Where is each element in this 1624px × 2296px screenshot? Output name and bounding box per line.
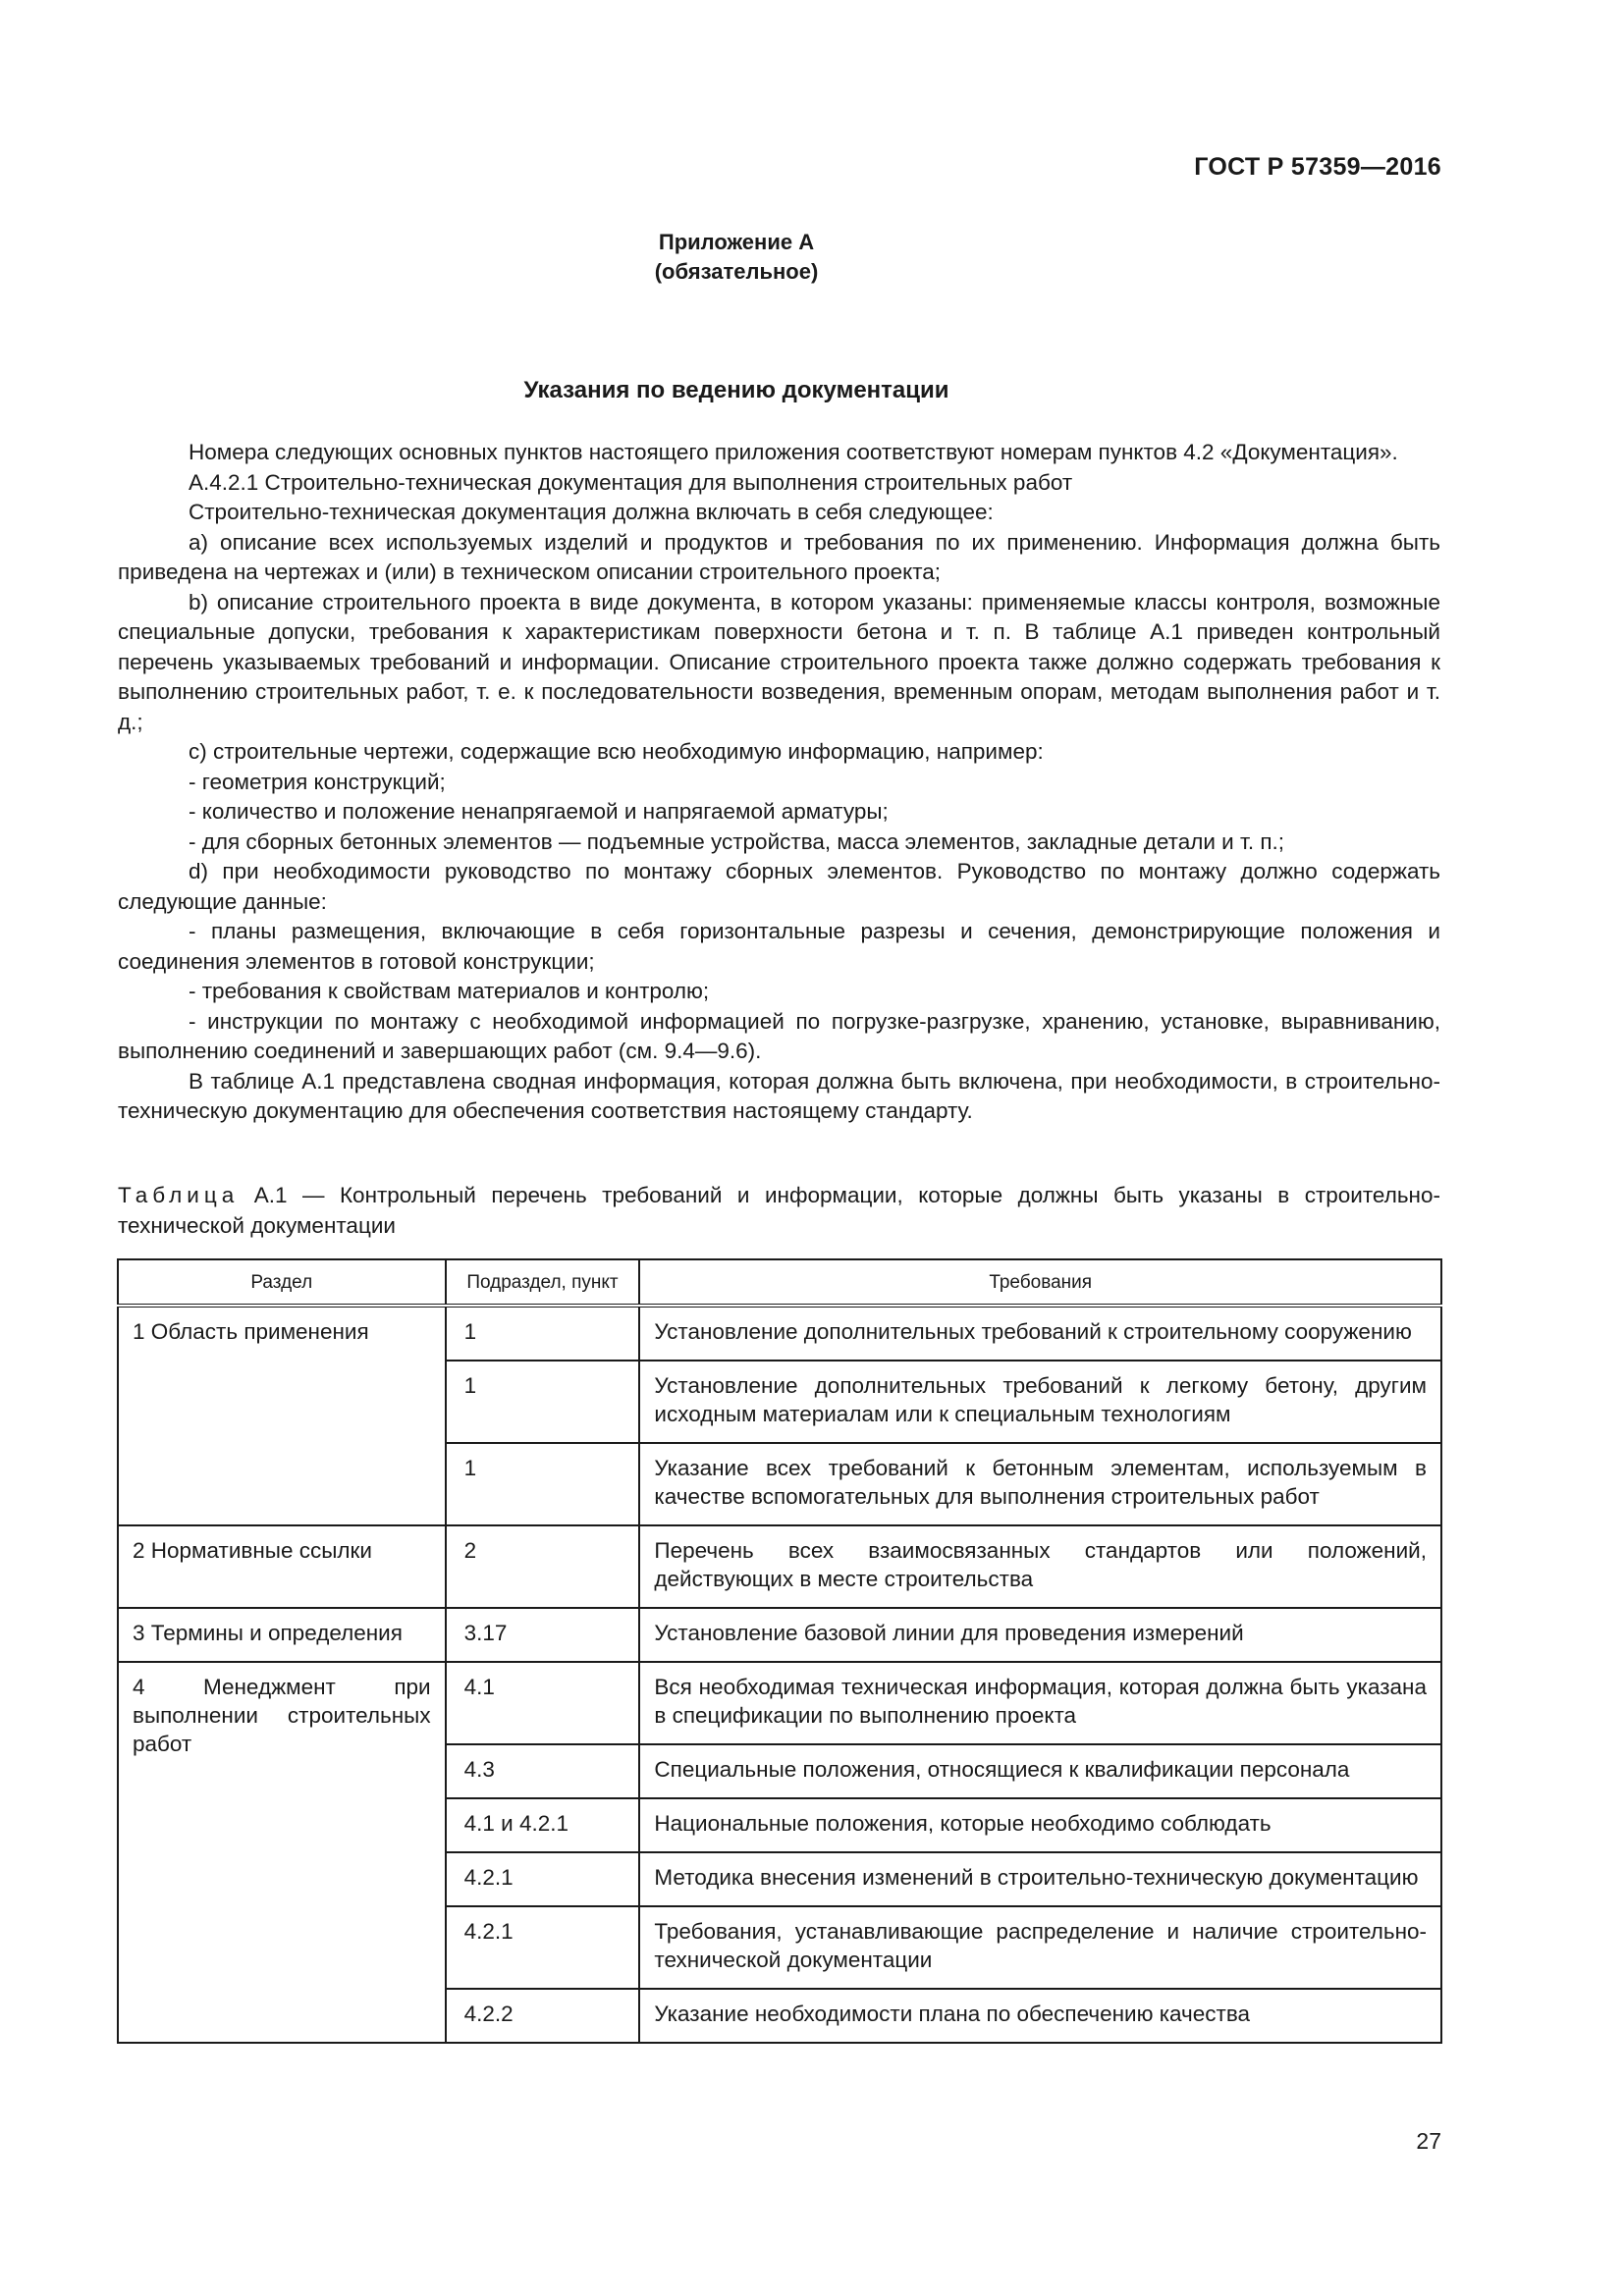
body-text	[118, 438, 1440, 1127]
table-caption-label: Таблица	[118, 1183, 240, 1207]
cell-requirement: Национальные положения, которые необходимо соблюдать	[639, 1798, 1441, 1852]
table-caption-text: А.1 — Контрольный перечень требований и информации, которые должны быть указаны в строительно-технической документации	[118, 1183, 1440, 1238]
paragraph: Номера следующих основных пунктов настоящего приложения соответствуют номерам пунктов 4.2 «Документация».	[189, 440, 1398, 464]
cell-section: 1 Область применения	[118, 1306, 446, 1525]
paragraph: a) описание всех используемых изделий и продуктов и требования по их применению. Информация должна быть приведена на чертежах и (или) в техническом описании строительного проекта;	[118, 529, 1440, 584]
cell-requirement: Указание всех требований к бетонным элементам, используемым в качестве вспомогательных для выполнения строительных работ	[639, 1443, 1441, 1525]
cell-subsection: 4.1 и 4.2.1	[446, 1798, 640, 1852]
paragraph: В таблице А.1 представлена сводная информация, которая должна быть включена, при необходимости, в строительно-техническую документацию для обеспечения соответствия настоящему стандарту.	[118, 1068, 1440, 1123]
list-item: - инструкции по монтажу с необходимой информацией по погрузке-разгрузке, хранению, установке, выравниванию, выполнению соединений и завершающих работ (см. 9.4—9.6).	[118, 1008, 1440, 1063]
cell-section: 3 Термины и определения	[118, 1608, 446, 1662]
list-item: - планы размещения, включающие в себя горизонтальные разрезы и сечения, демонстрирующие положения и соединения элементов в готовой конструкции;	[118, 919, 1440, 974]
list-item: - количество и положение ненапрягаемой и напрягаемой арматуры;	[189, 799, 889, 824]
cell-requirement: Перечень всех взаимосвязанных стандартов или положений, действующих в месте строительства	[639, 1525, 1441, 1608]
appendix-heading	[0, 228, 1473, 287]
page-number: 27	[1416, 2128, 1441, 2154]
paragraph: c) строительные чертежи, содержащие всю необходимую информацию, например:	[189, 739, 1044, 764]
cell-subsection: 4.2.1	[446, 1906, 640, 1989]
cell-section: 4 Менеджмент при выполнении строительных работ	[118, 1662, 446, 2043]
section-title: Указания по ведению документации	[523, 377, 949, 403]
column-header-section: Раздел	[118, 1259, 446, 1306]
cell-requirement: Методика внесения изменений в строительно-техническую документацию	[639, 1852, 1441, 1906]
table-row	[118, 1525, 1441, 1608]
list-item: - геометрия конструкций;	[189, 769, 446, 794]
cell-section: 2 Нормативные ссылки	[118, 1525, 446, 1608]
cell-requirement: Специальные положения, относящиеся к квалификации персонала	[639, 1744, 1441, 1798]
requirements-table	[117, 1258, 1442, 2044]
table-row	[118, 1306, 1441, 1361]
paragraph: Строительно-техническая документация должна включать в себя следующее:	[189, 500, 994, 524]
table-header-row	[118, 1259, 1441, 1306]
cell-subsection: 3.17	[446, 1608, 640, 1662]
cell-subsection: 1	[446, 1443, 640, 1525]
cell-requirement: Установление дополнительных требований к строительному сооружению	[639, 1306, 1441, 1361]
cell-subsection: 4.1	[446, 1662, 640, 1744]
document-code: ГОСТ Р 57359—2016	[1194, 153, 1441, 181]
paragraph: d) при необходимости руководство по монтажу сборных элементов. Руководство по монтажу должно содержать следующие данные:	[118, 859, 1440, 914]
appendix-title: Приложение А	[658, 230, 815, 254]
column-header-requirements: Требования	[639, 1259, 1441, 1306]
cell-requirement: Установление дополнительных требований к легкому бетону, другим исходным материалам или к специальным технологиям	[639, 1361, 1441, 1443]
table-row	[118, 1608, 1441, 1662]
paragraph: А.4.2.1 Строительно-техническая документация для выполнения строительных работ	[189, 469, 1073, 495]
table-row	[118, 1662, 1441, 1744]
cell-subsection: 1	[446, 1361, 640, 1443]
list-item: - требования к свойствам материалов и контролю;	[189, 979, 710, 1003]
cell-requirement: Указание необходимости плана по обеспечению качества	[639, 1989, 1441, 2043]
cell-subsection: 1	[446, 1306, 640, 1361]
cell-subsection: 4.3	[446, 1744, 640, 1798]
list-item: - для сборных бетонных элементов — подъемные устройства, масса элементов, закладные детали и т. п.;	[189, 828, 1285, 854]
table-caption	[118, 1181, 1440, 1241]
cell-subsection: 4.2.2	[446, 1989, 640, 2043]
column-header-subsection: Подраздел, пункт	[446, 1259, 640, 1306]
paragraph: b) описание строительного проекта в виде документа, в котором указаны: применяемые классы контроля, возможные специальные допуски, требования к характеристикам поверхности бетона и т. п. В таблице А.1 приведен контрольный перечень указываемых требований и информации. Описание строительного проекта также должно содержать требования к выполнению строительных работ, т. е. к последовательности возведения, временным опорам, методам выполнения работ и т. д.;	[118, 589, 1440, 734]
appendix-status: (обязательное)	[654, 259, 819, 284]
cell-requirement: Вся необходимая техническая информация, которая должна быть указана в спецификации по выполнению проекта	[639, 1662, 1441, 1744]
cell-requirement: Установление базовой линии для проведения измерений	[639, 1608, 1441, 1662]
cell-requirement: Требования, устанавливающие распределение и наличие строительно-технической документации	[639, 1906, 1441, 1989]
cell-subsection: 4.2.1	[446, 1852, 640, 1906]
cell-subsection: 2	[446, 1525, 640, 1608]
